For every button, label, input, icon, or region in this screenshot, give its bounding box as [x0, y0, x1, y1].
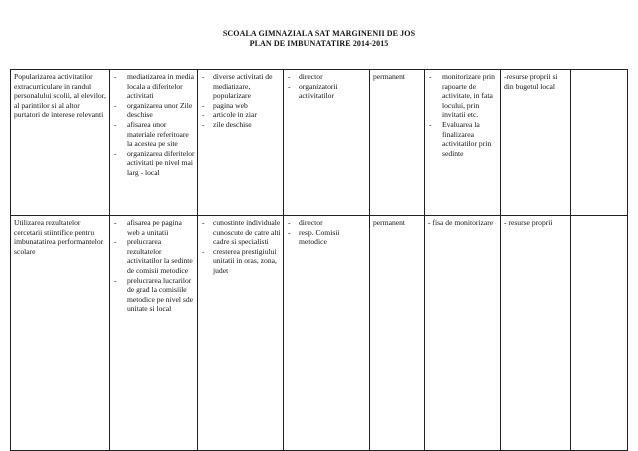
objective-text: Utilizarea rezultatelor cercetarii stiintifice pentru imbunatatirea performantelor scolare: [14, 218, 104, 256]
list-item: - director: [287, 72, 367, 82]
list-item: - prelucrarea lucrarilor de grad la comisiile metodice pe nivel sde unitate si local: [113, 276, 195, 314]
list-item: - director: [287, 218, 367, 228]
indicators-list: [201, 218, 281, 276]
indicators-list: [201, 72, 281, 130]
improvement-plan-table: [10, 69, 628, 451]
monitoring-cell: - fisa de monitorizare: [425, 216, 501, 451]
list-item: - afisarea unor materiale referitoare la acestea pe site: [113, 120, 195, 149]
empty-cell: [571, 216, 628, 451]
actions-cell: [110, 216, 198, 451]
list-item: - cunostinte individuale cunoscute de catre alti cadre si specialisti: [201, 218, 281, 247]
list-item: - diverse activitati de mediatizare, popularizare: [201, 72, 281, 101]
list-item: - prelucrarea rezultatelor activitatilor la sedinte de comisii metodice: [113, 237, 195, 275]
actions-list: [113, 72, 195, 178]
monitoring-cell: [425, 70, 501, 216]
list-item: - articole in ziar: [201, 110, 281, 120]
list-item: - mediatizarea in media locala a diferitelor activitati: [113, 72, 195, 101]
list-item: - monitorizare prin rapoarte de activitate, in fata locului, prin invitatii etc.: [428, 72, 498, 120]
deadline-cell: permanent: [370, 70, 425, 216]
resources-cell: - resurse proprii: [501, 216, 571, 451]
list-item: - organizatorii activitatilor: [287, 82, 367, 101]
document-title: [0, 29, 638, 49]
indicators-cell: [198, 70, 284, 216]
actions-list: [113, 218, 195, 314]
indicators-cell: [198, 216, 284, 451]
list-item: - organizarea unor Zile deschise: [113, 101, 195, 120]
list-item: - organizarea diferitelor activitati pe nivel mai larg - local: [113, 149, 195, 178]
responsibles-list: [287, 72, 367, 101]
monitoring-list: [428, 72, 498, 158]
plan-title: PLAN DE IMBUNATATIRE 2014-2015: [249, 39, 389, 48]
list-item: - cresterea prestigiului unitatii in oras, zona, judet: [201, 247, 281, 276]
objective-cell: [11, 70, 110, 216]
responsibles-cell: [284, 70, 370, 216]
resources-cell: -resurse proprii si din bugetul local: [501, 70, 571, 216]
table-row: [11, 70, 628, 216]
school-name: SCOALA GIMNAZIALA SAT MARGINENII DE JOS: [222, 29, 416, 38]
responsibles-cell: [284, 216, 370, 451]
list-item: - resp. Comisii metodice: [287, 228, 367, 247]
table-row: [11, 216, 628, 451]
empty-cell: [571, 70, 628, 216]
actions-cell: [110, 70, 198, 216]
deadline-cell: permanent: [370, 216, 425, 451]
list-item: - zile deschise: [201, 120, 281, 130]
objective-text: Popularizarea activitatilor extracurriculare in randul personalului scolii, al elevilor, al parintilor si al altor purtatori de interese relevanti: [14, 72, 106, 120]
objective-cell: [11, 216, 110, 451]
list-item: - pagina web: [201, 101, 281, 111]
list-item: - Evaluarea la finalizarea activitatilor prin sedinte: [428, 120, 498, 158]
responsibles-list: [287, 218, 367, 247]
list-item: - afisarea pe pagina web a unitatii: [113, 218, 195, 237]
